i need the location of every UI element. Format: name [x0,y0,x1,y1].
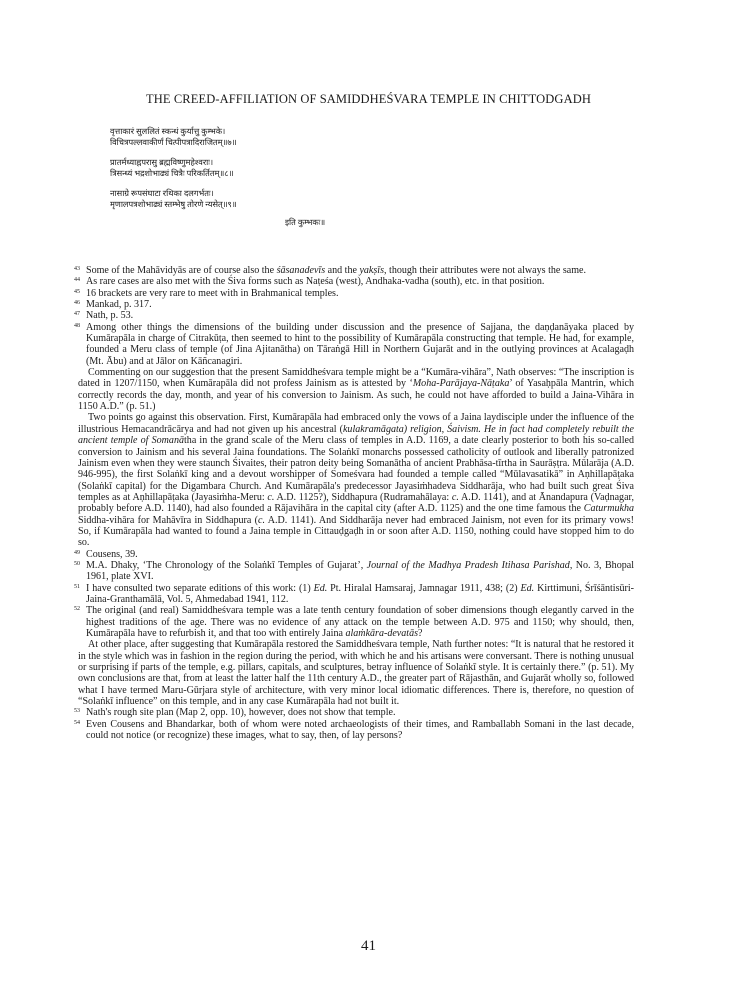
footnote [74,707,634,719]
footnote-text: Among other things the dimensions of the building under discussion and the presence of Sajjana, the daṇḍanāyaka placed by Kumārapāla in charge of Citrakūṭa, then seemed to hint to the possibility of Kumārapāla constructing that temple. He had, for example, founded a Meru class of temple (of Jina Ajitanātha) on Tāraṅgā Hill in Northern Gujarāt and in the outlying provinces at Acalagaḍh (Mt. Ābu) and at Jālor on Kāñcanagiri. [86,321,634,367]
footnote [74,299,634,311]
footnote-text: I have consulted two separate editions of this work: (1) Ed. Pt. Hiralal Hamsaraj, Jamnagar 1911, 438; (2) Ed. Kirttimuni, Śrīśāntisūri-Jaina-Granthamālā, Vol. 5, Ahmedabad 1941, 112. [86,582,635,605]
verse-line: मृणालपत्रशोभाढ्यं स्तम्भेषु तोरणे न्यसेत्॥९॥ [110,200,237,209]
footnote-number: 48 [74,322,80,329]
footnote [74,582,635,606]
sanskrit-colophon: इति कुम्भकः॥ [285,218,326,227]
footnote-text: The original (and real) Samiddheśvara temple was a late tenth century foundation of sober dimensions though elegantly carved in the highest traditions of the age. There was no evidence of any attack on the temple between A.D. 975 and 1150; why should, then, Kumārapāla have to refurbish it, and that too with entirely Jaina alaṁkāra-devatās? [86,605,634,639]
sanskrit-verse [110,126,630,148]
footnote [74,276,634,288]
footnote-text: Cousens, 39. [86,548,138,560]
footnote-text: Some of the Mahāvidyās are of course also the śāsanadevīs and the yakṣīs, though their attributes were not always the same. [86,265,587,276]
footnote-text: Commenting on our suggestion that the present Samiddheśvara temple might be a “Kumāra-vihāra”, Nath observes: “The inscription is dated in 1207/1150, when Kumārapāla did not profess Jainism as is attested by ‘Moha-Parājaya-Nāṭaka’ of Yasaḥpāla Mantrin, which correctly records the day, month, and year of his conversion to Jainism. As such, he could not have afforded to build a Jaina-Vihāra in 1150 A.D.” (p. 51.) [78,367,634,413]
footnote-number: 43 [74,266,80,272]
footnote [74,548,634,560]
footnote-number: 49 [74,549,80,556]
verse-line: विचित्रपल्लवाकीर्णं चित्पीपत्रादिराजितम्॥७॥ [110,138,237,147]
footnotes [74,265,635,742]
verse-line: त्रिसन्ध्यं भद्रशोभाढ्यं चित्रैः परिकर्तितम्॥८॥ [110,169,234,178]
footnote-text: Even Cousens and Bhandarkar, both of whom were noted archaeologists of their times, and Ramballabh Somani in the last decade, could not notice (or recognize) these images, what to say, then, of lay persons? [86,718,634,742]
footnote-text: At other place, after suggesting that Kumārapāla restored the Samiddheśvara temple, Nath further notes: “It is natural that he restored it in the style which was in fashion in the region during the period, with which he and his artisans were conversant. There is nothing unusual or surprising if parts of the temple, e.g. pillars, capitals, and sculptures, betray influence of Solaṅkī style. It is certainly there.” (p. 51). My own conclusions are that, from at least the latter half the 11th century A.D., the greater part of Rājasthān, and Gujarāt wholly so, followed what I have termed Maru-Gūrjara style of architecture, with very minor local idiomatic differences. There is, therefore, no question of “Solaṅkī influence” on this temple, and in any case Kumārapāla had not built it. [78,639,634,708]
footnote [74,605,634,639]
footnote-text: As rare cases are also met with the Śiva forms such as Naṭeśa (west), Andhaka-vadha (south), etc. in that position. [86,276,545,288]
footnote-text: M.A. Dhaky, ‘The Chronology of the Solaṅkī Temples of Gujarat’, Journal of the Madhya Pradesh Itihasa Parishad, No. 3, Bhopal 1961, plate XVI. [86,559,634,583]
footnote-text: Nath, p. 53. [86,310,134,322]
footnote-number: 53 [74,708,80,715]
footnote-text: Nath's rough site plan (Map 2, opp. 10), however, does not show that temple. [86,707,396,719]
footnote [74,265,634,276]
verse-line: वृत्ताकारं सुललितं स्कन्धं कुर्यात्तु कुम्भके। [110,127,226,136]
footnote-number: 46 [74,300,80,307]
footnote-number: 44 [74,277,80,284]
verse-line: प्रातर्मध्याह्नपरासु ब्रह्मविष्णुमहेश्वराः। [110,158,214,167]
footnote-number: 51 [74,583,80,590]
footnote [74,718,634,742]
footnote-number: 50 [74,560,80,567]
footnote-number: 45 [74,288,80,295]
footnote-number: 47 [74,311,80,318]
page-number: 41 [361,938,376,954]
footnote-text: Mankad, p. 317. [86,299,152,311]
footnote [74,287,634,299]
footnote-text: 16 brackets are very rare to meet with in Brahmanical temples. [86,287,339,299]
running-title: THE CREED-AFFILIATION OF SAMIDDHEŚVARA TEMPLE IN CHITTODGADH [146,92,591,106]
footnote-number: 54 [74,719,80,726]
sanskrit-verse [110,157,630,179]
sanskrit-verse-block [110,126,630,228]
footnote [74,559,634,583]
footnote [74,321,634,367]
footnote-number: 52 [74,606,80,613]
footnote-paragraph [78,639,634,707]
footnote-paragraph [78,367,634,412]
footnote [74,310,634,322]
footnote-text: Two points go against this observation. First, Kumārapāla had embraced only the vows of a Jaina laydisciple under the influence of the illustrious Hemacandrācārya and had not given up his ancestral (kulakramāgata) religion, Śaivism. He in fact had completely rebuilt the ancient temple of Somanātha in the grand scale of the Meru class of temples in A.D. 1169, a date clearly posterior to both his so-called conversion to Jainism and his several Jaina foundations. The Solaṅkī monarchs possessed catholicity of outlook and liberally patronized Jainism even when they were staunch Śivaites, their patron deity being Somanātha of ancient Prabhāsa-tīrtha in Saurāṣṭra. Mūlarāja (A.D. 946-995), the first Solaṅkī king and a devout worshipper of Someśvara had founded a temple called “Mūlavasatikā” in Aṇhillapāṭaka (Solaṅkī capital) for the Digambara Church. And Kumārapāla's predecessor Jayasiṁhadeva Siddharāja, who had built such great Śiva temples as at Aṇhillapāṭaka (Jayasiṁha-Meru: c. A.D. 1125?), Siddhapura (Rudramahālaya: c. A.D. 1141), and at Ānandapura (Vaḍnagar, probably before A.D. 1140), had also founded a Rājavihāra in the capital city (after A.D. 1125) and the one time famous the Caturmukha Siddha-vihāra for Mahāvīra in Siddhapura (c. A.D. 1141). And Siddharāja never had embraced Jainism, not even for its primary vows! So, if Kumārapāla had wanted to found a Jaina temple in Cittauḍgaḍh in or soon after A.D. 1150, nothing could have stopped him to do so. [78,412,635,549]
verse-line: नासाग्रे रूपसंघाटा रथिका दलगर्भतः। [110,189,214,198]
footnote-paragraph [78,412,634,548]
sanskrit-verse [110,188,630,210]
